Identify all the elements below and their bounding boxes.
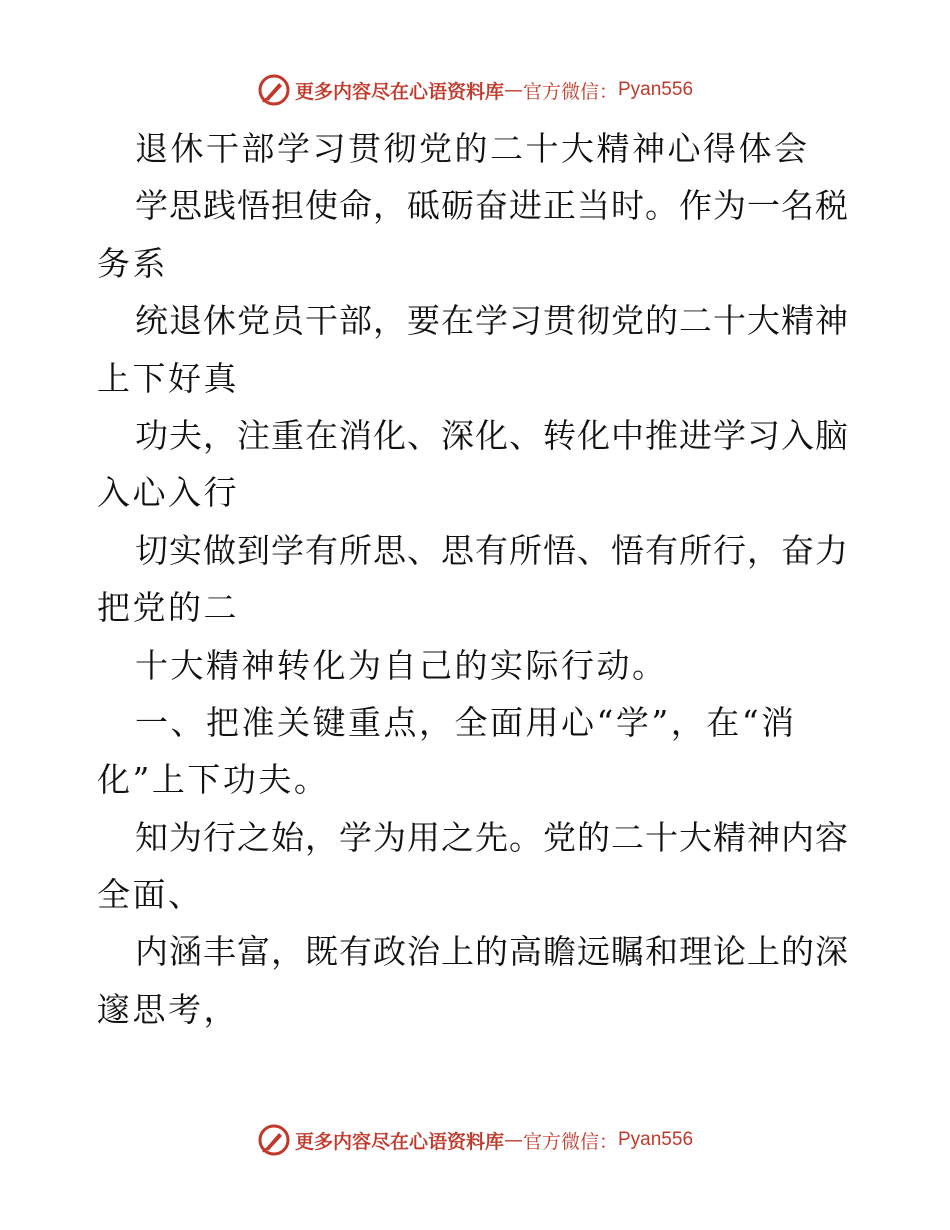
text-line: 化”上下功夫。 bbox=[97, 760, 330, 800]
text-line: 学思践悟担使命，砥砺奋进正当时。作为一名税 bbox=[135, 186, 849, 226]
watermark-dash: — bbox=[503, 1129, 523, 1151]
watermark-prefix: 更多内容尽在心语资料库 bbox=[294, 80, 504, 103]
text-line: 全面、 bbox=[97, 875, 204, 915]
text-line: 把党的二 bbox=[97, 588, 239, 628]
text-line: 功夫，注重在消化、深化、转化中推进学习入脑 bbox=[135, 415, 849, 455]
text-line: 入心入行 bbox=[97, 473, 239, 513]
watermark-suffix: 官方微信： bbox=[522, 80, 618, 103]
watermark-wechat-id: Pyan556 bbox=[618, 79, 694, 100]
text-line: 务系 bbox=[97, 243, 168, 283]
watermark-wechat-id: Pyan556 bbox=[618, 1129, 694, 1150]
text-line: 内涵丰富，既有政治上的高瞻远瞩和理论上的深 bbox=[135, 932, 849, 972]
header-watermark bbox=[0, 70, 950, 110]
text-line: 十大精神转化为自己的实际行动。 bbox=[135, 645, 668, 685]
watermark-prefix: 更多内容尽在心语资料库 bbox=[294, 1130, 504, 1153]
text-line: 统退休党员干部，要在学习贯彻党的二十大精神 bbox=[135, 301, 849, 341]
watermark-suffix: 官方微信： bbox=[522, 1130, 618, 1153]
pen-logo-icon bbox=[257, 73, 291, 107]
document-body bbox=[97, 120, 857, 1038]
watermark-dash: — bbox=[503, 79, 523, 101]
text-line: 切实做到学有所思、思有所悟、悟有所行，奋力 bbox=[135, 530, 849, 570]
text-line: 邃思考， bbox=[97, 989, 239, 1029]
text-line: 上下好真 bbox=[97, 358, 239, 398]
pen-logo-icon bbox=[257, 1123, 291, 1157]
footer-watermark bbox=[0, 1120, 950, 1160]
text-line: 知为行之始，学为用之先。党的二十大精神内容 bbox=[135, 817, 849, 857]
text-line: 退休干部学习贯彻党的二十大精神心得体会 bbox=[135, 129, 810, 168]
text-line: 一、把准关键重点，全面用心“学”，在“消 bbox=[135, 702, 797, 742]
